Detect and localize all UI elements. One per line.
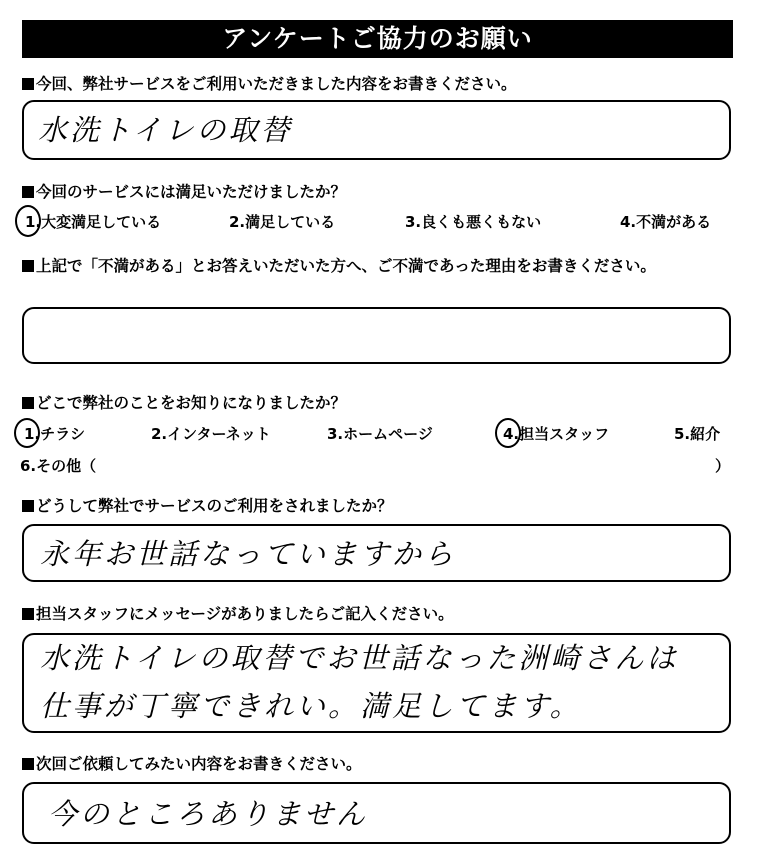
answer-5-text: 永年お世話なっていますから <box>40 537 457 571</box>
question-4 <box>22 391 346 413</box>
question-1-text: 今回、弊社サービスをご利用いただきました内容をお書きください。 <box>36 75 517 93</box>
square-bullet-icon <box>22 78 34 90</box>
source-option-2[interactable]: 2.インターネット <box>151 425 271 443</box>
source-option-6[interactable]: 6.その他（ <box>20 457 97 475</box>
question-2 <box>22 180 346 202</box>
satisfaction-option-2[interactable]: 2.満足している <box>229 213 336 231</box>
question-3 <box>22 254 734 278</box>
square-bullet-icon <box>22 608 34 620</box>
question-6 <box>22 602 454 624</box>
square-bullet-icon <box>22 186 34 198</box>
question-4-text: どこで弊社のことをお知りになりましたか？ <box>36 394 347 412</box>
question-6-text: 担当スタッフにメッセージがありましたらご記入ください。 <box>36 605 454 623</box>
answer-6-line-2: 仕事が丁寧できれい。満足してます。 <box>40 689 582 723</box>
answer-6-line-1: 水洗トイレの取替でお世話なった洲崎さんは <box>40 641 679 675</box>
question-5 <box>22 494 393 516</box>
square-bullet-icon <box>22 260 34 272</box>
selection-circle-mark <box>15 205 41 237</box>
source-option-5[interactable]: 5.紹介 <box>674 425 721 443</box>
square-bullet-icon <box>22 758 34 770</box>
satisfaction-option-1[interactable]: 1.大変満足している <box>25 213 162 231</box>
selection-circle-mark <box>14 418 40 448</box>
square-bullet-icon <box>22 397 34 409</box>
question-3-text: 上記で「不満がある」とお答えいただいた方へ、ご不満であった理由をお書きください。 <box>36 257 656 275</box>
survey-title: アンケートご協力のお願い <box>22 20 733 58</box>
source-option-3[interactable]: 3.ホームページ <box>327 425 433 443</box>
answer-box-3[interactable] <box>22 307 731 364</box>
question-7 <box>22 752 362 774</box>
selection-circle-mark <box>495 418 521 448</box>
question-2-text: 今回のサービスには満足いただけましたか？ <box>36 183 347 201</box>
satisfaction-option-4[interactable]: 4.不満がある <box>620 213 712 231</box>
question-1 <box>22 72 517 94</box>
source-option-6-close: ） <box>715 457 731 475</box>
answer-7-text: 今のところありません <box>48 797 369 831</box>
answer-1-text: 水洗トイレの取替 <box>38 113 293 147</box>
question-5-text: どうして弊社でサービスのご利用をされましたか？ <box>36 497 393 515</box>
source-option-1[interactable]: 1.チラシ <box>24 425 86 443</box>
satisfaction-option-3[interactable]: 3.良くも悪くもない <box>405 213 542 231</box>
square-bullet-icon <box>22 500 34 512</box>
question-7-text: 次回ご依頼してみたい内容をお書きください。 <box>36 755 362 773</box>
source-option-4[interactable]: 4.担当スタッフ <box>503 425 610 443</box>
